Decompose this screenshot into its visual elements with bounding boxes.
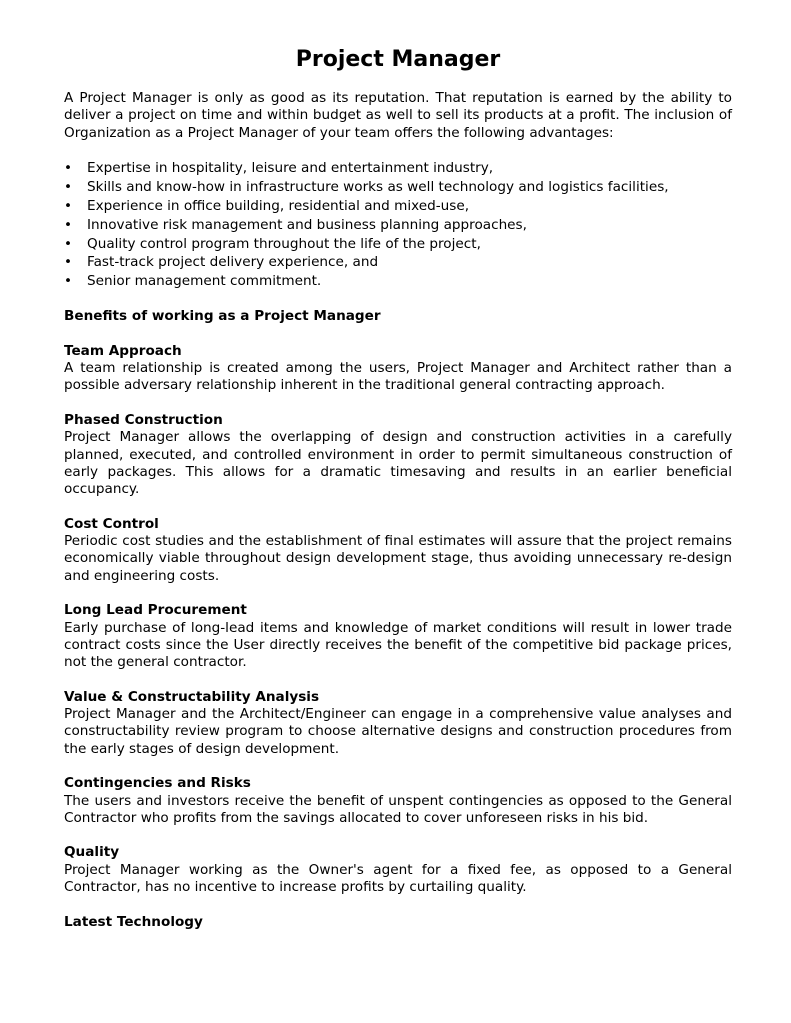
list-item-text: Expertise in hospitality, leisure and entertainment industry, [87, 159, 494, 176]
list-item [64, 253, 732, 272]
section-heading: Cost Control [64, 515, 159, 532]
list-item [64, 159, 732, 178]
list-item-text: Quality control program throughout the life of the project, [87, 235, 481, 252]
section-team-approach [64, 343, 732, 395]
section-latest-technology [64, 914, 732, 931]
bullet-icon: • [64, 216, 73, 233]
section-heading: Latest Technology [64, 913, 203, 930]
benefits-heading: Benefits of working as a Project Manager [64, 308, 381, 325]
section-body: The users and investors receive the benefit of unspent contingencies as opposed to the General Contractor who profits from the savings allocated to cover unforeseen risks in his bid. [64, 792, 732, 826]
section-body: A team relationship is created among the users, Project Manager and Architect rather than a possible adversary relationship inherent in the traditional general contracting approach. [64, 360, 732, 394]
section-value-constructability [64, 689, 732, 758]
section-heading: Phased Construction [64, 412, 223, 429]
section-cost-control [64, 516, 732, 585]
section-heading: Contingencies and Risks [64, 775, 251, 792]
section-contingencies-risks [64, 775, 732, 827]
document-page [64, 0, 732, 931]
list-item-text: Senior management commitment. [87, 273, 322, 290]
advantages-list [64, 159, 732, 291]
section-heading: Quality [64, 844, 120, 861]
section-quality [64, 844, 732, 896]
list-item [64, 235, 732, 254]
list-item [64, 197, 732, 216]
list-item [64, 272, 732, 291]
bullet-icon: • [64, 197, 73, 214]
list-item-text: Innovative risk management and business planning approaches, [87, 216, 527, 233]
section-heading: Team Approach [64, 342, 182, 359]
section-body: Project Manager working as the Owner's agent for a fixed fee, as opposed to a General Contractor, has no incentive to increase profits by curtailing quality. [64, 861, 732, 896]
list-item-text: Fast-track project delivery experience, and [87, 254, 379, 271]
section-body: Early purchase of long-lead items and knowledge of market conditions will result in lower trade contract costs since the User directly receives the benefit of the competitive bid package prices, not the general contractor. [64, 619, 732, 671]
list-item-text: Experience in office building, residential and mixed-use, [87, 197, 470, 214]
section-heading: Value & Constructability Analysis [64, 688, 320, 705]
bullet-icon: • [64, 254, 73, 271]
section-body: Project Manager and the Architect/Engineer can engage in a comprehensive value analyses and constructability review program to choose alternative designs and construction procedures from the early stages of design development. [64, 706, 732, 757]
list-item [64, 216, 732, 235]
bullet-icon: • [64, 159, 73, 176]
bullet-icon: • [64, 235, 73, 252]
section-body: Project Manager allows the overlapping of design and construction activities in a carefully planned, executed, and controlled environment in order to permit simultaneous construction of early packages. This allows for a dramatic timesaving and results in an earlier beneficial occupancy. [64, 429, 732, 498]
list-item-text: Skills and know-how in infrastructure works as well technology and logistics facilities, [87, 178, 669, 195]
list-item [64, 178, 732, 197]
section-body: Periodic cost studies and the establishment of final estimates will assure that the project remains economically viable throughout design development stage, thus avoiding unnecessary re-design and engineering costs. [64, 533, 732, 584]
section-heading: Long Lead Procurement [64, 602, 247, 619]
bullet-icon: • [64, 273, 73, 290]
section-phased-construction [64, 412, 732, 498]
intro-paragraph: A Project Manager is only as good as its reputation. That reputation is earned by the ability to deliver a project on time and within budget as well to sell its products at a profit. The inclusion of Organization as a Project Manager of your team offers the following advantages: [64, 90, 732, 141]
section-long-lead-procurement [64, 602, 732, 671]
bullet-icon: • [64, 178, 73, 195]
page-title: Project Manager [295, 47, 501, 72]
